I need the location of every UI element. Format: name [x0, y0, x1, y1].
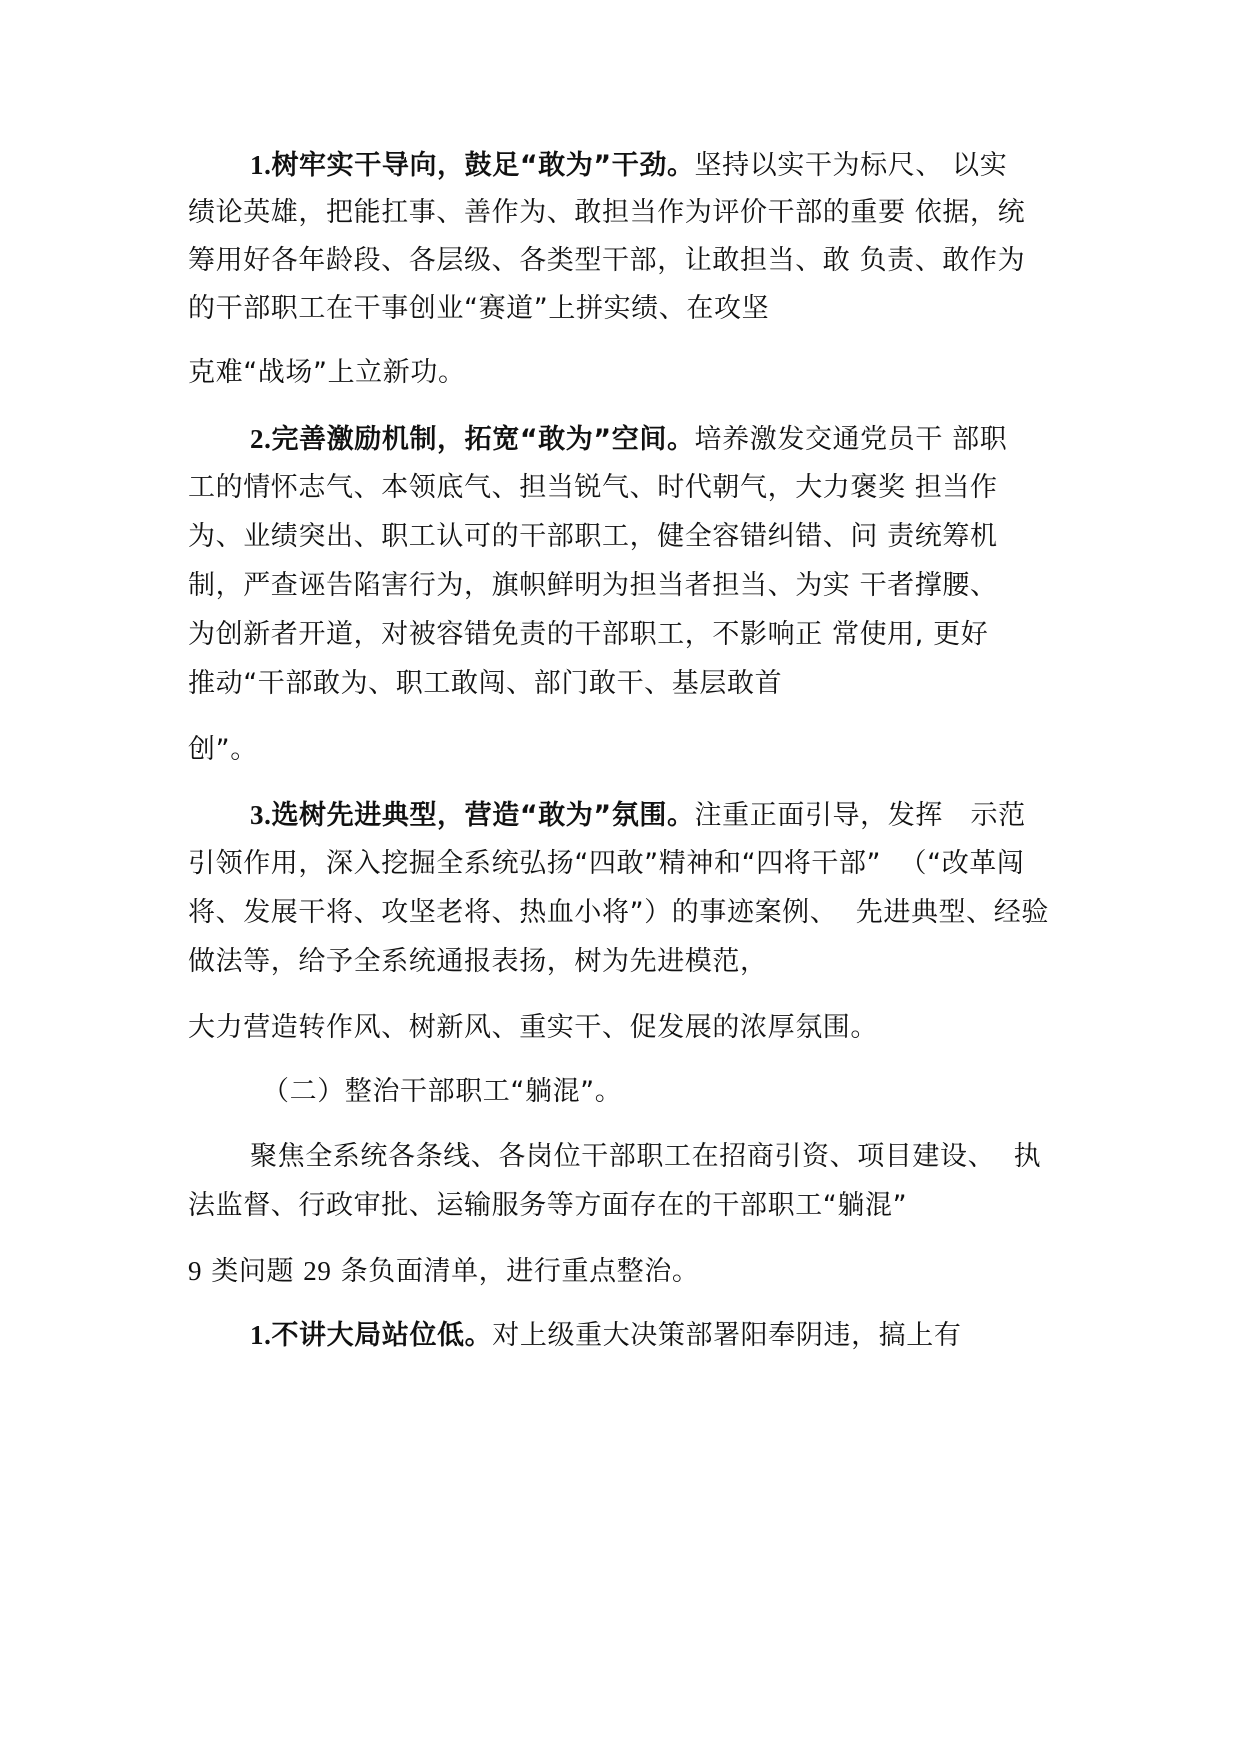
section-3-number: 3.: [250, 800, 272, 830]
item-1-heading: 不讲大局站位低。: [271, 1320, 493, 1351]
section-3-first-line-text: 注重正面引导，发挥 示范: [694, 800, 1026, 831]
category-count: 9: [188, 1256, 203, 1286]
section-1-line: 绩论英雄，把能扛事、善作为、敢担当作为评价干部的重要 依据，统: [188, 197, 1026, 228]
item-1-line: [250, 1318, 961, 1353]
section-3-first-line: [250, 798, 1026, 833]
section-1-number: 1.: [250, 150, 272, 180]
section-3-line: 将、发展干将、攻坚老将、热血小将”）的事迹案例、 先进典型、经验: [188, 897, 1049, 928]
section-2-line: 创”。: [188, 734, 258, 765]
subheading: （二）整治干部职工“躺混”。: [262, 1076, 623, 1107]
section-1-heading: 树牢实干导向，鼓足“敢为”干劲。: [271, 150, 695, 181]
paragraph-text: 条负面清单，进行重点整治。: [331, 1256, 700, 1287]
paragraph-line: 法监督、行政审批、运输服务等方面存在的干部职工“躺混”: [188, 1190, 908, 1221]
item-1-number: 1.: [250, 1320, 272, 1350]
item-1-text: 对上级重大决策部署阳奉阴违，搞上有: [492, 1320, 962, 1351]
section-2-number: 2.: [250, 424, 272, 454]
paragraph-line-with-counts: [188, 1254, 699, 1289]
section-3-heading: 选树先进典型，营造“敢为”氛围。: [271, 800, 695, 831]
section-1-line: 的干部职工在干事创业“赛道”上拼实绩、在攻坚: [188, 293, 770, 324]
item-count: 29: [303, 1256, 332, 1286]
paragraph-text: 类问题: [202, 1256, 304, 1287]
section-2-line: 工的情怀志气、本领底气、担当锐气、时代朝气，大力褒奖 担当作: [188, 472, 998, 503]
section-2-line: 推动“干部敢为、职工敢闯、部门敢干、基层敢首: [188, 668, 783, 699]
section-1-first-line-text: 坚持以实干为标尺、 以实: [694, 150, 1008, 181]
paragraph-line: 聚焦全系统各条线、各岗位干部职工在招商引资、项目建设、 执: [250, 1141, 1042, 1172]
section-2-line: 制，严查诬告陷害行为，旗帜鲜明为担当者担当、为实 干者撑腰、: [188, 570, 998, 601]
section-2-line: 为创新者开道，对被容错免责的干部职工，不影响正 常使用, 更好: [188, 619, 989, 650]
section-2-line: 为、业绩突出、职工认可的干部职工，健全容错纠错、问 责统筹机: [188, 521, 998, 552]
section-3-line: 大力营造转作风、树新风、重实干、促发展的浓厚氛围。: [188, 1012, 878, 1043]
section-3-line: 做法等，给予全系统通报表扬，树为先进模范，: [188, 946, 768, 977]
section-1-line: 筹用好各年龄段、各层级、各类型干部，让敢担当、敢 负责、敢作为: [188, 245, 1026, 276]
section-2-first-line: [250, 422, 1007, 457]
section-1-first-line: [250, 148, 1007, 183]
section-2-first-line-text: 培养激发交通党员干 部职: [694, 424, 1008, 455]
section-2-heading: 完善激励机制，拓宽“敢为”空间。: [271, 424, 695, 455]
section-1-line: 克难“战场”上立新功。: [188, 357, 466, 388]
section-3-line: 引领作用，深入挖掘全系统弘扬“四敢”精神和“四将干部” （“改革闯: [188, 848, 1025, 879]
